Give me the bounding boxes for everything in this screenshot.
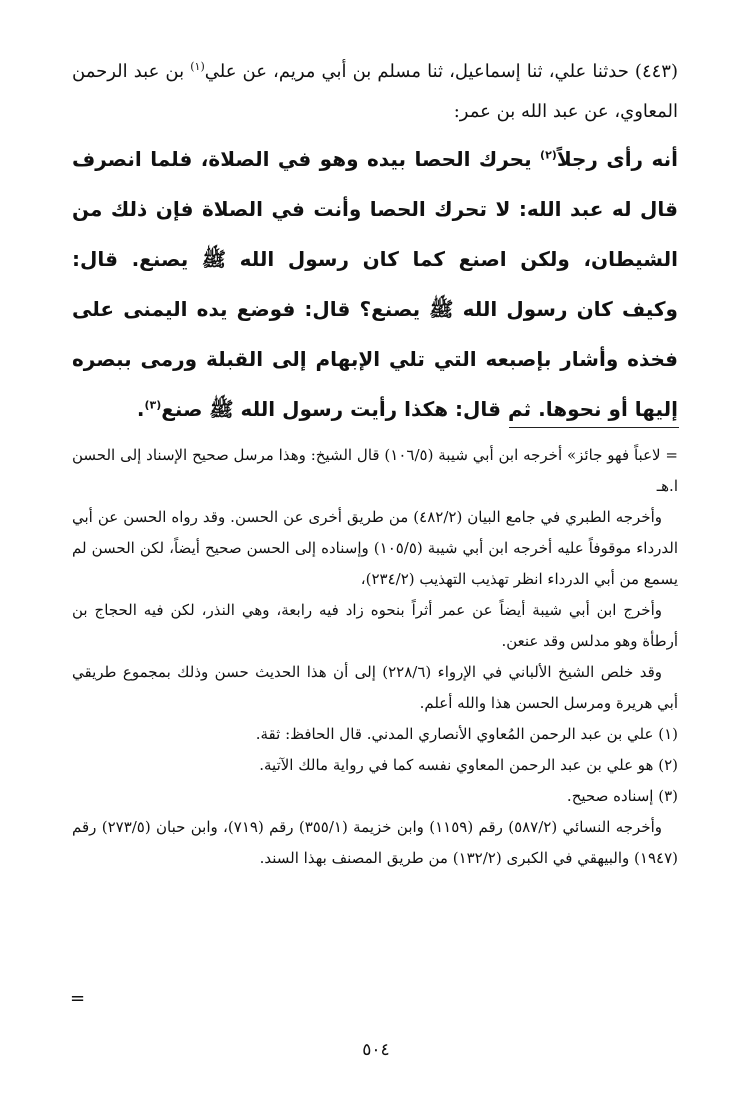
matn-part-a: أنه رأى رجلاً <box>556 147 679 171</box>
footnote-divider <box>509 427 679 428</box>
page-number: ٥٠٤ <box>362 1040 390 1060</box>
isnad-line-1: (٤٤٣) حدثنا علي، ثنا إسماعيل، ثنا مسلم بن أبي مريم، عن علي <box>204 61 678 82</box>
matn-part-b: يحرك الحصا بيده وهو في الصلاة، فلما انصرف قال له عبد الله: لا تحرك الحصا وأنت في الصلاة فإن ذلك من الشيطان، ولكن اصنع كما كان رسول الله ﷺ يصنع. قال: وكيف كان رسول الله ﷺ يصنع؟ قال: فوضع يده اليمنى على فخذه وأشار بإصبعه التي تلي الإبهام إلى القبلة ورمى ببصره إليها أو نحوها. ثم قال: هكذا رأيت رسول الله ﷺ صنع <box>72 147 678 421</box>
footnotes-block <box>72 440 678 874</box>
footnote-1: (١) علي بن عبد الرحمن المُعاوي الأنصاري المدني. قال الحافظ: ثقة. <box>255 725 678 743</box>
footnote-continuation-2: وأخرجه الطبري في جامع البيان (٤٨٢/٢) من طريق أخرى عن الحسن. وقد رواه الحسن عن أبي الدرداء موقوفاً عليه أخرجه ابن أبي شيبة (١٠٥/٥) وإسناده إلى الحسن صحيح أيضاً، لكن الحسن لم يسمع من أبي الدرداء انظر تهذيب التهذيب (٢٣٤/٢)، <box>72 508 678 588</box>
hadith-block <box>72 52 678 434</box>
footnote-2: (٢) هو علي بن عبد الرحمن المعاوي نفسه كما في رواية مالك الآتية. <box>259 756 678 774</box>
footnote-continuation-4: وقد خلص الشيخ الألباني في الإرواء (٢٢٨/٦) إلى أن هذا الحديث حسن وذلك بمجموع طريقي أبي هريرة ومرسل الحسن هذا والله أعلم. <box>72 663 678 712</box>
isnad-text <box>72 52 678 132</box>
footnote-ref-3: (٣) <box>144 398 162 412</box>
continuation-mark: = <box>70 988 86 1009</box>
footnote-continuation-1: = لاعباً فهو جائز» أخرجه ابن أبي شيبة (١٠٦/٥) قال الشيخ: وهذا مرسل صحيح الإسناد إلى الحسن ا.هـ <box>72 446 678 495</box>
footnote-continuation-3: وأخرج ابن أبي شيبة أيضاً عن عمر أثراً بنحوه زاد فيه رابعة، وهي النذر، لكن فيه الحجاج بن أرطأة وهو مدلس وقد عنعن. <box>72 601 678 650</box>
matn-text <box>72 134 678 434</box>
footnote-3: (٣) إسناده صحيح. <box>566 787 678 805</box>
footnote-ref-1: (١) <box>190 60 205 73</box>
footnote-ref-2: (٢) <box>540 148 557 162</box>
matn-end: . <box>136 397 145 421</box>
footnote-3-takhrij: وأخرجه النسائي (٥٨٧/٢) رقم (١١٥٩) وابن خزيمة (٣٥٥/١) رقم (٧١٩)، وابن حبان (٢٧٣/٥) رقم (١٩٤٧) والبيهقي في الكبرى (١٣٢/٢) من طريق المصنف بهذا السند. <box>72 818 678 867</box>
isnad-line-2: بن عبد الرحمن المعاوي، عن عبد الله بن عمر: <box>72 61 678 122</box>
